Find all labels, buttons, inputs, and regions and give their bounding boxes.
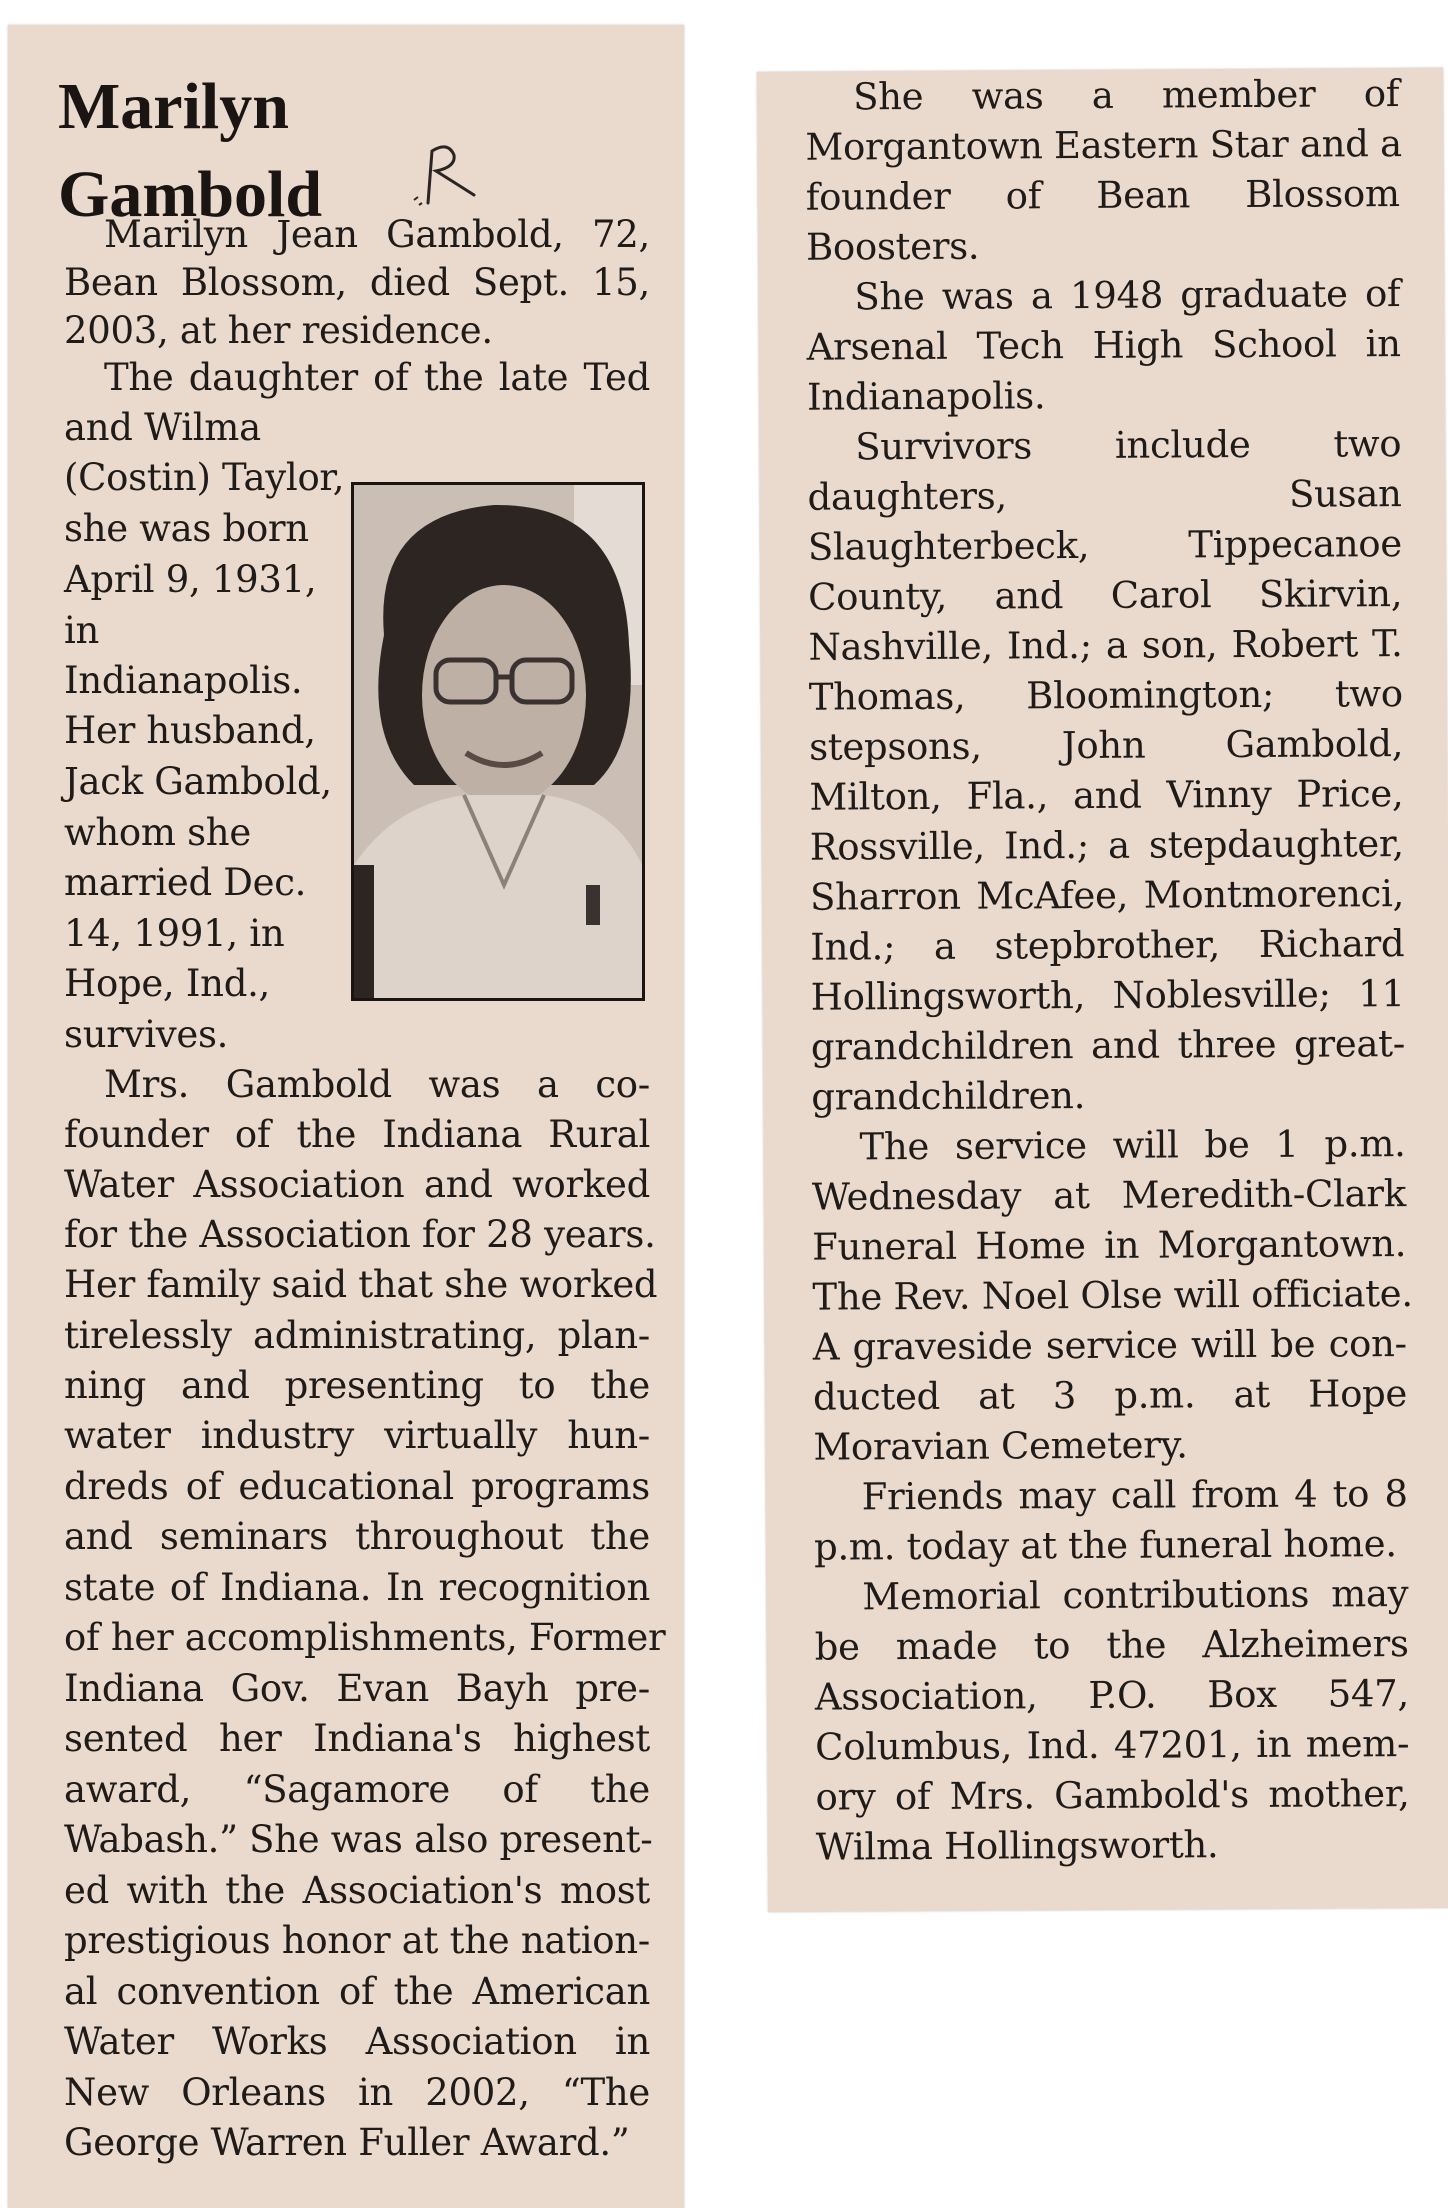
paragraph-line: Wednesday at Meredith-Clark [811,1172,1406,1219]
paragraph-line: Memorial contributions may [862,1572,1409,1619]
paragraph-line: Mrs. Gambold was a co- [104,1063,650,1106]
paragraph-line: Her family said that she worked [64,1263,658,1306]
paragraph-line: al convention of the American [64,1970,650,2013]
paragraph-line: Funeral Home in Morgantown. [812,1222,1407,1269]
paragraph-line: Bean Blossom, died Sept. 15, [64,261,650,304]
paragraph-line: ed with the Association's most [64,1869,650,1912]
paragraph-line: Water Works Association in [64,2020,650,2063]
paragraph-line: daughters, Susan [807,472,1402,519]
paragraph-line: County, and Carol Skirvin, [808,572,1403,619]
paragraph-line: Sharron McAfee, Montmorenci, [809,872,1405,919]
paragraph-line: 2003, at her residence. [64,309,493,352]
paragraph-line: She was a 1948 graduate of [854,272,1401,319]
paragraph-line: Moravian Cemetery. [813,1423,1188,1469]
paragraph-line: Columbus, Ind. 47201, in mem- [815,1722,1410,1769]
paragraph-line: of her accomplishments, Former [64,1616,666,1659]
paragraph-line: Her husband, [64,709,316,752]
paragraph-line: Thomas, Bloomington; two [808,672,1403,719]
paragraph-line: Jack Gambold, [64,760,332,803]
paragraph-line: water industry virtually hun- [64,1414,650,1457]
paragraph-line: April 9, 1931, [64,558,317,601]
paragraph-line: Morgantown Eastern Star and a [805,122,1402,169]
paragraph-line: sented her Indiana's highest [64,1717,650,1760]
headline-first-name: Marilyn [58,70,289,143]
paragraph-line: A graveside service will be con- [812,1322,1407,1369]
paragraph-line: for the Association for 28 years. [64,1213,656,1256]
paragraph-line: grandchildren. [811,1074,1086,1119]
paragraph-line: Rossville, Ind.; a stepdaughter, [809,822,1404,869]
paragraph-line: she was born [64,507,309,550]
paragraph-line: Arsenal Tech High School in [806,322,1401,369]
paragraph-line: (Costin) Taylor, [64,456,345,499]
paragraph-line: whom she [64,811,251,854]
paragraph-line: stepsons, John Gambold, [808,722,1404,769]
paragraph-line: state of Indiana. In recognition [64,1566,650,1609]
paragraph-line: Wilma Hollingsworth. [815,1823,1219,1869]
paragraph-line: Association, P.O. Box 547, [814,1672,1410,1719]
paragraph-line: The service will be 1 p.m. [859,1122,1406,1169]
paragraph-line: Survivors include two [855,422,1402,469]
paragraph-line: 14, 1991, in [64,912,285,955]
paragraph-line: George Warren Fuller Award.” [64,2121,630,2164]
paragraph-line: New Orleans in 2002, “The [64,2071,650,2114]
paragraph-line: Indianapolis. [806,374,1046,419]
paragraph-line: and seminars throughout the [64,1515,650,1558]
paragraph-line: award, “Sagamore of the [64,1768,650,1811]
paragraph-line: and Wilma [64,406,261,449]
paragraph-line: founder of Bean Blossom [805,172,1400,219]
paragraph-line: Nashville, Ind.; a son, Robert T. [808,622,1403,669]
paragraph-line: survives. [64,1013,229,1056]
right-article-body [757,68,1443,1869]
paragraph-line: Indiana Gov. Evan Bayh pre- [64,1667,650,1710]
paragraph-line: prestigious honor at the nation- [64,1919,650,1962]
paragraph-line: in [64,609,100,652]
paragraph-line: Wabash.” She was also present- [64,1818,653,1861]
paragraph-line: married Dec. [64,861,307,904]
paragraph-line: She was a member of [853,72,1400,119]
paragraph-line: Ind.; a stepbrother, Richard [810,922,1405,969]
paragraph-line: tirelessly administrating, plan- [64,1314,650,1357]
paragraph-line: p.m. today at the funeral home. [813,1522,1397,1569]
paragraph-line: Water Association and worked [64,1163,650,1206]
paragraph-line: Boosters. [805,224,980,269]
handwritten-initial-mark [408,133,488,213]
paragraph-line: Hope, Ind., [64,962,270,1005]
paragraph-line: founder of the Indiana Rural [64,1113,650,1156]
paragraph-line: Marilyn Jean Gambold, 72, [104,213,650,256]
paragraph-line: The Rev. Noel Olse will officiate. [812,1272,1413,1319]
paragraph-line: be made to the Alzheimers [814,1622,1409,1669]
clipping-left [8,25,684,2208]
paragraph-line: Indianapolis. [64,659,303,702]
paragraph-line: dreds of educational programs [64,1465,650,1508]
paragraph-line: Milton, Fla., and Vinny Price, [809,772,1404,819]
headline-last-name: Gambold [58,158,323,231]
paragraph-line: The daughter of the late Ted [104,356,650,399]
paragraph-line: Hollingsworth, Noblesville; 11 [810,972,1405,1019]
paragraph-line: grandchildren and three great- [810,1022,1406,1069]
clipping-right [757,68,1448,1912]
paragraph-line: Slaughterbeck, Tippecanoe [807,522,1403,569]
paragraph-line: ducted at 3 p.m. at Hope [812,1372,1408,1419]
paragraph-line: ning and presenting to the [64,1364,650,1407]
paragraph-line: ory of Mrs. Gambold's mother, [815,1772,1410,1819]
paragraph-line: Friends may call from 4 to 8 [861,1472,1408,1519]
